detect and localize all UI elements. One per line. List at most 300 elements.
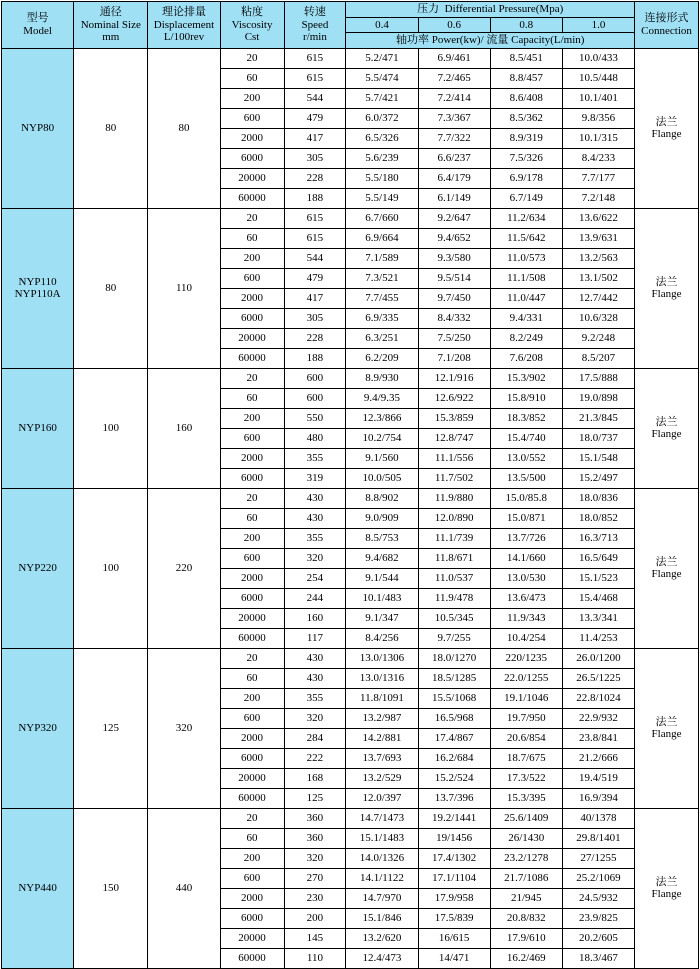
cell-speed: 188 <box>284 348 346 368</box>
cell-power-flow-0-4: 14.1/1122 <box>346 868 418 888</box>
cell-power-flow-0-4: 5.7/421 <box>346 88 418 108</box>
cell-power-flow-1-0: 9.2/248 <box>562 328 634 348</box>
cell-power-flow-0-4: 13.0/1306 <box>346 648 418 668</box>
cell-model: NYP110 NYP110A <box>2 208 74 368</box>
cell-power-flow-0-4: 8.9/930 <box>346 368 418 388</box>
cell-power-flow-0-6: 17.5/839 <box>418 908 490 928</box>
cell-power-flow-1-0: 10.1/315 <box>562 128 634 148</box>
cell-power-flow-0-6: 12.8/747 <box>418 428 490 448</box>
cell-speed: 544 <box>284 88 346 108</box>
cell-power-flow-0-6: 17.4/867 <box>418 728 490 748</box>
header-pressure-0-4: 0.4 <box>346 17 418 33</box>
cell-power-flow-0-6: 17.4/1302 <box>418 848 490 868</box>
cell-power-flow-0-6: 9.4/652 <box>418 228 490 248</box>
cell-power-flow-0-6: 10.5/345 <box>418 608 490 628</box>
cell-power-flow-0-6: 9.7/450 <box>418 288 490 308</box>
cell-power-flow-0-8: 6.7/149 <box>490 188 562 208</box>
cell-viscosity: 2000 <box>220 728 284 748</box>
cell-speed: 228 <box>284 328 346 348</box>
cell-power-flow-0-8: 13.5/500 <box>490 468 562 488</box>
cell-power-flow-0-4: 6.0/372 <box>346 108 418 128</box>
cell-speed: 360 <box>284 808 346 828</box>
cell-power-flow-0-4: 6.2/209 <box>346 348 418 368</box>
cell-power-flow-0-8: 18.7/675 <box>490 748 562 768</box>
cell-power-flow-0-4: 14.0/1326 <box>346 848 418 868</box>
cell-power-flow-0-6: 9.7/255 <box>418 628 490 648</box>
cell-power-flow-0-6: 11.7/502 <box>418 468 490 488</box>
cell-power-flow-0-4: 5.5/149 <box>346 188 418 208</box>
header-connection: 连接形式 Connection <box>635 2 699 49</box>
header-nominal-size: 通径 Nominal Size mm <box>74 2 148 49</box>
cell-speed: 320 <box>284 708 346 728</box>
cell-power-flow-1-0: 24.5/932 <box>562 888 634 908</box>
cell-power-flow-1-0: 10.0/433 <box>562 48 634 68</box>
cell-power-flow-0-4: 6.9/664 <box>346 228 418 248</box>
cell-power-flow-0-4: 12.0/397 <box>346 788 418 808</box>
cell-viscosity: 200 <box>220 408 284 428</box>
cell-power-flow-0-4: 15.1/1483 <box>346 828 418 848</box>
cell-viscosity: 200 <box>220 88 284 108</box>
cell-speed: 417 <box>284 288 346 308</box>
cell-model: NYP220 <box>2 488 74 648</box>
cell-speed: 222 <box>284 748 346 768</box>
cell-power-flow-1-0: 16.9/394 <box>562 788 634 808</box>
cell-power-flow-0-6: 12.6/922 <box>418 388 490 408</box>
cell-speed: 600 <box>284 368 346 388</box>
cell-speed: 305 <box>284 308 346 328</box>
cell-power-flow-1-0: 18.0/737 <box>562 428 634 448</box>
cell-power-flow-0-4: 8.5/753 <box>346 528 418 548</box>
cell-power-flow-0-8: 8.5/451 <box>490 48 562 68</box>
cell-power-flow-0-6: 19.2/1441 <box>418 808 490 828</box>
cell-model: NYP440 <box>2 808 74 968</box>
cell-speed: 110 <box>284 948 346 968</box>
cell-speed: 160 <box>284 608 346 628</box>
cell-displacement: 440 <box>148 808 220 968</box>
cell-power-flow-0-4: 13.0/1316 <box>346 668 418 688</box>
cell-viscosity: 60 <box>220 388 284 408</box>
cell-power-flow-1-0: 13.6/622 <box>562 208 634 228</box>
cell-power-flow-0-4: 12.3/866 <box>346 408 418 428</box>
cell-viscosity: 20 <box>220 648 284 668</box>
cell-power-flow-0-6: 11.9/880 <box>418 488 490 508</box>
cell-power-flow-0-4: 5.5/180 <box>346 168 418 188</box>
cell-power-flow-1-0: 23.8/841 <box>562 728 634 748</box>
cell-speed: 270 <box>284 868 346 888</box>
cell-connection: 法兰 Flange <box>635 208 699 368</box>
cell-viscosity: 60000 <box>220 628 284 648</box>
cell-power-flow-1-0: 18.0/852 <box>562 508 634 528</box>
cell-power-flow-0-4: 6.7/660 <box>346 208 418 228</box>
cell-viscosity: 60 <box>220 68 284 88</box>
cell-power-flow-1-0: 13.2/563 <box>562 248 634 268</box>
cell-power-flow-0-8: 15.4/740 <box>490 428 562 448</box>
cell-power-flow-1-0: 21.3/845 <box>562 408 634 428</box>
cell-power-flow-0-8: 9.4/331 <box>490 308 562 328</box>
cell-viscosity: 20000 <box>220 168 284 188</box>
cell-viscosity: 200 <box>220 848 284 868</box>
cell-power-flow-0-6: 11.8/671 <box>418 548 490 568</box>
cell-nominal-size: 100 <box>74 488 148 648</box>
cell-viscosity: 60000 <box>220 348 284 368</box>
cell-power-flow-0-6: 7.2/465 <box>418 68 490 88</box>
cell-power-flow-0-8: 15.3/395 <box>490 788 562 808</box>
cell-viscosity: 200 <box>220 248 284 268</box>
cell-viscosity: 6000 <box>220 748 284 768</box>
cell-power-flow-0-6: 11.1/556 <box>418 448 490 468</box>
cell-power-flow-1-0: 15.1/548 <box>562 448 634 468</box>
cell-power-flow-0-8: 8.6/408 <box>490 88 562 108</box>
cell-speed: 228 <box>284 168 346 188</box>
cell-model: NYP80 <box>2 48 74 208</box>
cell-nominal-size: 80 <box>74 208 148 368</box>
cell-power-flow-0-4: 9.4/9.35 <box>346 388 418 408</box>
cell-connection: 法兰 Flange <box>635 648 699 808</box>
cell-viscosity: 20000 <box>220 928 284 948</box>
cell-power-flow-0-8: 23.2/1278 <box>490 848 562 868</box>
cell-power-flow-0-4: 10.2/754 <box>346 428 418 448</box>
cell-power-flow-0-8: 15.8/910 <box>490 388 562 408</box>
cell-power-flow-0-6: 15.5/1068 <box>418 688 490 708</box>
cell-power-flow-0-8: 8.2/249 <box>490 328 562 348</box>
cell-viscosity: 60 <box>220 668 284 688</box>
header-model: 型号 Model <box>2 2 74 49</box>
cell-viscosity: 200 <box>220 688 284 708</box>
cell-power-flow-0-8: 10.4/254 <box>490 628 562 648</box>
cell-power-flow-0-8: 22.0/1255 <box>490 668 562 688</box>
cell-viscosity: 600 <box>220 428 284 448</box>
header-pressure-0-8: 0.8 <box>490 17 562 33</box>
cell-viscosity: 60 <box>220 508 284 528</box>
cell-power-flow-0-8: 8.5/362 <box>490 108 562 128</box>
cell-nominal-size: 100 <box>74 368 148 488</box>
cell-power-flow-0-8: 15.0/871 <box>490 508 562 528</box>
cell-power-flow-0-6: 7.3/367 <box>418 108 490 128</box>
header-pressure-0-6: 0.6 <box>418 17 490 33</box>
cell-power-flow-0-6: 17.9/958 <box>418 888 490 908</box>
cell-power-flow-0-8: 26/1430 <box>490 828 562 848</box>
cell-power-flow-1-0: 29.8/1401 <box>562 828 634 848</box>
cell-viscosity: 20 <box>220 368 284 388</box>
cell-power-flow-0-4: 13.7/693 <box>346 748 418 768</box>
cell-power-flow-0-8: 17.3/522 <box>490 768 562 788</box>
cell-speed: 430 <box>284 488 346 508</box>
cell-power-flow-1-0: 26.0/1200 <box>562 648 634 668</box>
cell-displacement: 80 <box>148 48 220 208</box>
cell-power-flow-0-8: 18.3/852 <box>490 408 562 428</box>
cell-power-flow-0-6: 12.0/890 <box>418 508 490 528</box>
cell-power-flow-1-0: 7.2/148 <box>562 188 634 208</box>
cell-power-flow-0-6: 15.3/859 <box>418 408 490 428</box>
cell-power-flow-1-0: 10.5/448 <box>562 68 634 88</box>
cell-viscosity: 2000 <box>220 288 284 308</box>
cell-nominal-size: 150 <box>74 808 148 968</box>
cell-power-flow-0-8: 20.6/854 <box>490 728 562 748</box>
cell-speed: 355 <box>284 448 346 468</box>
cell-speed: 615 <box>284 228 346 248</box>
cell-power-flow-0-6: 11.0/537 <box>418 568 490 588</box>
cell-power-flow-0-4: 5.2/471 <box>346 48 418 68</box>
cell-viscosity: 20 <box>220 208 284 228</box>
cell-nominal-size: 125 <box>74 648 148 808</box>
cell-power-flow-0-4: 7.3/521 <box>346 268 418 288</box>
cell-power-flow-1-0: 13.1/502 <box>562 268 634 288</box>
cell-displacement: 320 <box>148 648 220 808</box>
cell-viscosity: 20000 <box>220 328 284 348</box>
cell-power-flow-0-8: 19.7/950 <box>490 708 562 728</box>
cell-power-flow-0-6: 9.3/580 <box>418 248 490 268</box>
cell-connection: 法兰 Flange <box>635 488 699 648</box>
cell-viscosity: 600 <box>220 268 284 288</box>
cell-power-flow-0-4: 14.7/970 <box>346 888 418 908</box>
cell-power-flow-1-0: 40/1378 <box>562 808 634 828</box>
cell-speed: 254 <box>284 568 346 588</box>
cell-viscosity: 6000 <box>220 148 284 168</box>
cell-power-flow-0-4: 14.7/1473 <box>346 808 418 828</box>
cell-viscosity: 60000 <box>220 788 284 808</box>
cell-speed: 355 <box>284 688 346 708</box>
cell-power-flow-1-0: 15.2/497 <box>562 468 634 488</box>
cell-power-flow-0-8: 220/1235 <box>490 648 562 668</box>
cell-viscosity: 20 <box>220 808 284 828</box>
cell-power-flow-0-6: 7.1/208 <box>418 348 490 368</box>
cell-power-flow-1-0: 22.9/932 <box>562 708 634 728</box>
cell-viscosity: 20 <box>220 488 284 508</box>
cell-power-flow-0-6: 16/615 <box>418 928 490 948</box>
cell-power-flow-0-4: 10.0/505 <box>346 468 418 488</box>
cell-power-flow-1-0: 19.4/519 <box>562 768 634 788</box>
cell-speed: 320 <box>284 848 346 868</box>
cell-power-flow-0-6: 19/1456 <box>418 828 490 848</box>
cell-viscosity: 60000 <box>220 948 284 968</box>
cell-viscosity: 20000 <box>220 768 284 788</box>
cell-power-flow-1-0: 16.5/649 <box>562 548 634 568</box>
cell-displacement: 220 <box>148 488 220 648</box>
cell-displacement: 110 <box>148 208 220 368</box>
cell-viscosity: 60 <box>220 228 284 248</box>
cell-power-flow-0-6: 6.1/149 <box>418 188 490 208</box>
cell-speed: 125 <box>284 788 346 808</box>
cell-speed: 188 <box>284 188 346 208</box>
cell-connection: 法兰 Flange <box>635 48 699 208</box>
cell-power-flow-0-4: 9.1/544 <box>346 568 418 588</box>
header-displacement: 理论排量 Displacement L/100rev <box>148 2 220 49</box>
cell-power-flow-0-4: 15.1/846 <box>346 908 418 928</box>
cell-power-flow-1-0: 27/1255 <box>562 848 634 868</box>
cell-power-flow-1-0: 13.9/631 <box>562 228 634 248</box>
cell-speed: 615 <box>284 68 346 88</box>
cell-power-flow-1-0: 22.8/1024 <box>562 688 634 708</box>
cell-speed: 230 <box>284 888 346 908</box>
cell-viscosity: 6000 <box>220 588 284 608</box>
pump-specification-table <box>1 1 699 969</box>
cell-power-flow-1-0: 10.1/401 <box>562 88 634 108</box>
cell-speed: 244 <box>284 588 346 608</box>
cell-speed: 355 <box>284 528 346 548</box>
header-speed: 转速 Speed r/min <box>284 2 346 49</box>
cell-speed: 600 <box>284 388 346 408</box>
header-power-flow: 轴功率 Power(kw)/ 流量 Capacity(L/min) <box>346 33 635 49</box>
cell-power-flow-1-0: 25.2/1069 <box>562 868 634 888</box>
cell-power-flow-0-4: 9.4/682 <box>346 548 418 568</box>
cell-viscosity: 20000 <box>220 608 284 628</box>
cell-power-flow-0-8: 15.3/902 <box>490 368 562 388</box>
cell-power-flow-0-6: 8.4/332 <box>418 308 490 328</box>
cell-power-flow-0-6: 16.5/968 <box>418 708 490 728</box>
cell-displacement: 160 <box>148 368 220 488</box>
table-body <box>2 48 699 968</box>
cell-speed: 305 <box>284 148 346 168</box>
cell-speed: 479 <box>284 268 346 288</box>
cell-power-flow-0-4: 12.4/473 <box>346 948 418 968</box>
cell-viscosity: 600 <box>220 868 284 888</box>
cell-speed: 430 <box>284 668 346 688</box>
table-row <box>2 48 699 68</box>
cell-power-flow-1-0: 20.2/605 <box>562 928 634 948</box>
cell-power-flow-0-4: 8.8/902 <box>346 488 418 508</box>
cell-viscosity: 6000 <box>220 308 284 328</box>
cell-power-flow-0-8: 16.2/469 <box>490 948 562 968</box>
cell-power-flow-1-0: 15.4/468 <box>562 588 634 608</box>
cell-power-flow-0-8: 8.9/319 <box>490 128 562 148</box>
cell-power-flow-0-4: 6.9/335 <box>346 308 418 328</box>
cell-power-flow-0-4: 14.2/881 <box>346 728 418 748</box>
cell-power-flow-0-6: 7.5/250 <box>418 328 490 348</box>
cell-power-flow-1-0: 12.7/442 <box>562 288 634 308</box>
cell-power-flow-0-8: 13.0/552 <box>490 448 562 468</box>
cell-viscosity: 600 <box>220 108 284 128</box>
cell-power-flow-1-0: 18.0/836 <box>562 488 634 508</box>
cell-power-flow-0-6: 7.7/322 <box>418 128 490 148</box>
cell-power-flow-0-8: 7.6/208 <box>490 348 562 368</box>
table-row <box>2 488 699 508</box>
cell-viscosity: 2000 <box>220 888 284 908</box>
cell-speed: 544 <box>284 248 346 268</box>
cell-power-flow-0-8: 13.6/473 <box>490 588 562 608</box>
cell-power-flow-0-6: 11.9/478 <box>418 588 490 608</box>
cell-viscosity: 60 <box>220 828 284 848</box>
cell-power-flow-0-8: 14.1/660 <box>490 548 562 568</box>
cell-viscosity: 2000 <box>220 568 284 588</box>
cell-power-flow-1-0: 17.5/888 <box>562 368 634 388</box>
cell-speed: 430 <box>284 508 346 528</box>
cell-power-flow-1-0: 19.0/898 <box>562 388 634 408</box>
cell-speed: 284 <box>284 728 346 748</box>
cell-viscosity: 6000 <box>220 468 284 488</box>
cell-power-flow-0-4: 8.4/256 <box>346 628 418 648</box>
header-viscosity: 粘度 Viscosity Cst <box>220 2 284 49</box>
cell-power-flow-0-8: 11.2/634 <box>490 208 562 228</box>
cell-power-flow-1-0: 18.3/467 <box>562 948 634 968</box>
cell-power-flow-1-0: 13.3/341 <box>562 608 634 628</box>
cell-power-flow-0-6: 18.0/1270 <box>418 648 490 668</box>
cell-viscosity: 20 <box>220 48 284 68</box>
cell-model: NYP160 <box>2 368 74 488</box>
cell-power-flow-0-4: 6.3/251 <box>346 328 418 348</box>
cell-power-flow-0-8: 7.5/326 <box>490 148 562 168</box>
cell-power-flow-0-6: 11.1/739 <box>418 528 490 548</box>
cell-power-flow-0-6: 7.2/414 <box>418 88 490 108</box>
cell-power-flow-1-0: 10.6/328 <box>562 308 634 328</box>
cell-power-flow-0-4: 10.1/483 <box>346 588 418 608</box>
cell-power-flow-0-8: 15.0/85.8 <box>490 488 562 508</box>
cell-power-flow-0-4: 7.7/455 <box>346 288 418 308</box>
cell-connection: 法兰 Flange <box>635 368 699 488</box>
cell-power-flow-0-6: 6.6/237 <box>418 148 490 168</box>
cell-power-flow-0-8: 11.9/343 <box>490 608 562 628</box>
cell-speed: 320 <box>284 548 346 568</box>
cell-speed: 360 <box>284 828 346 848</box>
cell-model: NYP320 <box>2 648 74 808</box>
cell-power-flow-0-4: 9.0/909 <box>346 508 418 528</box>
cell-speed: 168 <box>284 768 346 788</box>
cell-power-flow-1-0: 26.5/1225 <box>562 668 634 688</box>
cell-power-flow-0-8: 25.6/1409 <box>490 808 562 828</box>
cell-power-flow-1-0: 8.5/207 <box>562 348 634 368</box>
cell-power-flow-0-8: 11.0/447 <box>490 288 562 308</box>
cell-power-flow-0-6: 6.9/461 <box>418 48 490 68</box>
table-row <box>2 368 699 388</box>
cell-viscosity: 600 <box>220 708 284 728</box>
header-row-1 <box>2 2 699 18</box>
cell-power-flow-0-8: 11.5/642 <box>490 228 562 248</box>
cell-power-flow-0-6: 9.5/514 <box>418 268 490 288</box>
cell-power-flow-0-6: 17.1/1104 <box>418 868 490 888</box>
cell-speed: 417 <box>284 128 346 148</box>
cell-viscosity: 2000 <box>220 448 284 468</box>
table-row <box>2 208 699 228</box>
table-row <box>2 648 699 668</box>
cell-power-flow-0-8: 21.7/1086 <box>490 868 562 888</box>
cell-power-flow-1-0: 15.1/523 <box>562 568 634 588</box>
cell-power-flow-0-8: 6.9/178 <box>490 168 562 188</box>
cell-power-flow-0-8: 11.0/573 <box>490 248 562 268</box>
cell-power-flow-0-6: 13.7/396 <box>418 788 490 808</box>
cell-power-flow-0-6: 6.4/179 <box>418 168 490 188</box>
cell-power-flow-0-8: 11.1/508 <box>490 268 562 288</box>
cell-power-flow-1-0: 8.4/233 <box>562 148 634 168</box>
spec-sheet <box>0 1 700 965</box>
cell-viscosity: 6000 <box>220 908 284 928</box>
cell-power-flow-0-8: 20.8/832 <box>490 908 562 928</box>
cell-viscosity: 2000 <box>220 128 284 148</box>
cell-power-flow-0-4: 6.5/326 <box>346 128 418 148</box>
cell-nominal-size: 80 <box>74 48 148 208</box>
cell-power-flow-0-4: 13.2/987 <box>346 708 418 728</box>
cell-power-flow-1-0: 9.8/356 <box>562 108 634 128</box>
header-pressure-1-0: 1.0 <box>562 17 634 33</box>
cell-speed: 117 <box>284 628 346 648</box>
cell-viscosity: 600 <box>220 548 284 568</box>
cell-connection: 法兰 Flange <box>635 808 699 968</box>
cell-viscosity: 60000 <box>220 188 284 208</box>
cell-power-flow-0-6: 18.5/1285 <box>418 668 490 688</box>
cell-power-flow-1-0: 16.3/713 <box>562 528 634 548</box>
cell-power-flow-1-0: 21.2/666 <box>562 748 634 768</box>
cell-power-flow-0-4: 9.1/560 <box>346 448 418 468</box>
cell-power-flow-1-0: 11.4/253 <box>562 628 634 648</box>
cell-speed: 319 <box>284 468 346 488</box>
cell-power-flow-0-4: 11.8/1091 <box>346 688 418 708</box>
cell-power-flow-0-8: 19.1/1046 <box>490 688 562 708</box>
cell-power-flow-0-8: 17.9/610 <box>490 928 562 948</box>
cell-power-flow-0-4: 7.1/589 <box>346 248 418 268</box>
cell-power-flow-0-4: 13.2/620 <box>346 928 418 948</box>
cell-speed: 550 <box>284 408 346 428</box>
cell-speed: 615 <box>284 208 346 228</box>
cell-power-flow-0-4: 5.6/239 <box>346 148 418 168</box>
cell-power-flow-0-8: 8.8/457 <box>490 68 562 88</box>
